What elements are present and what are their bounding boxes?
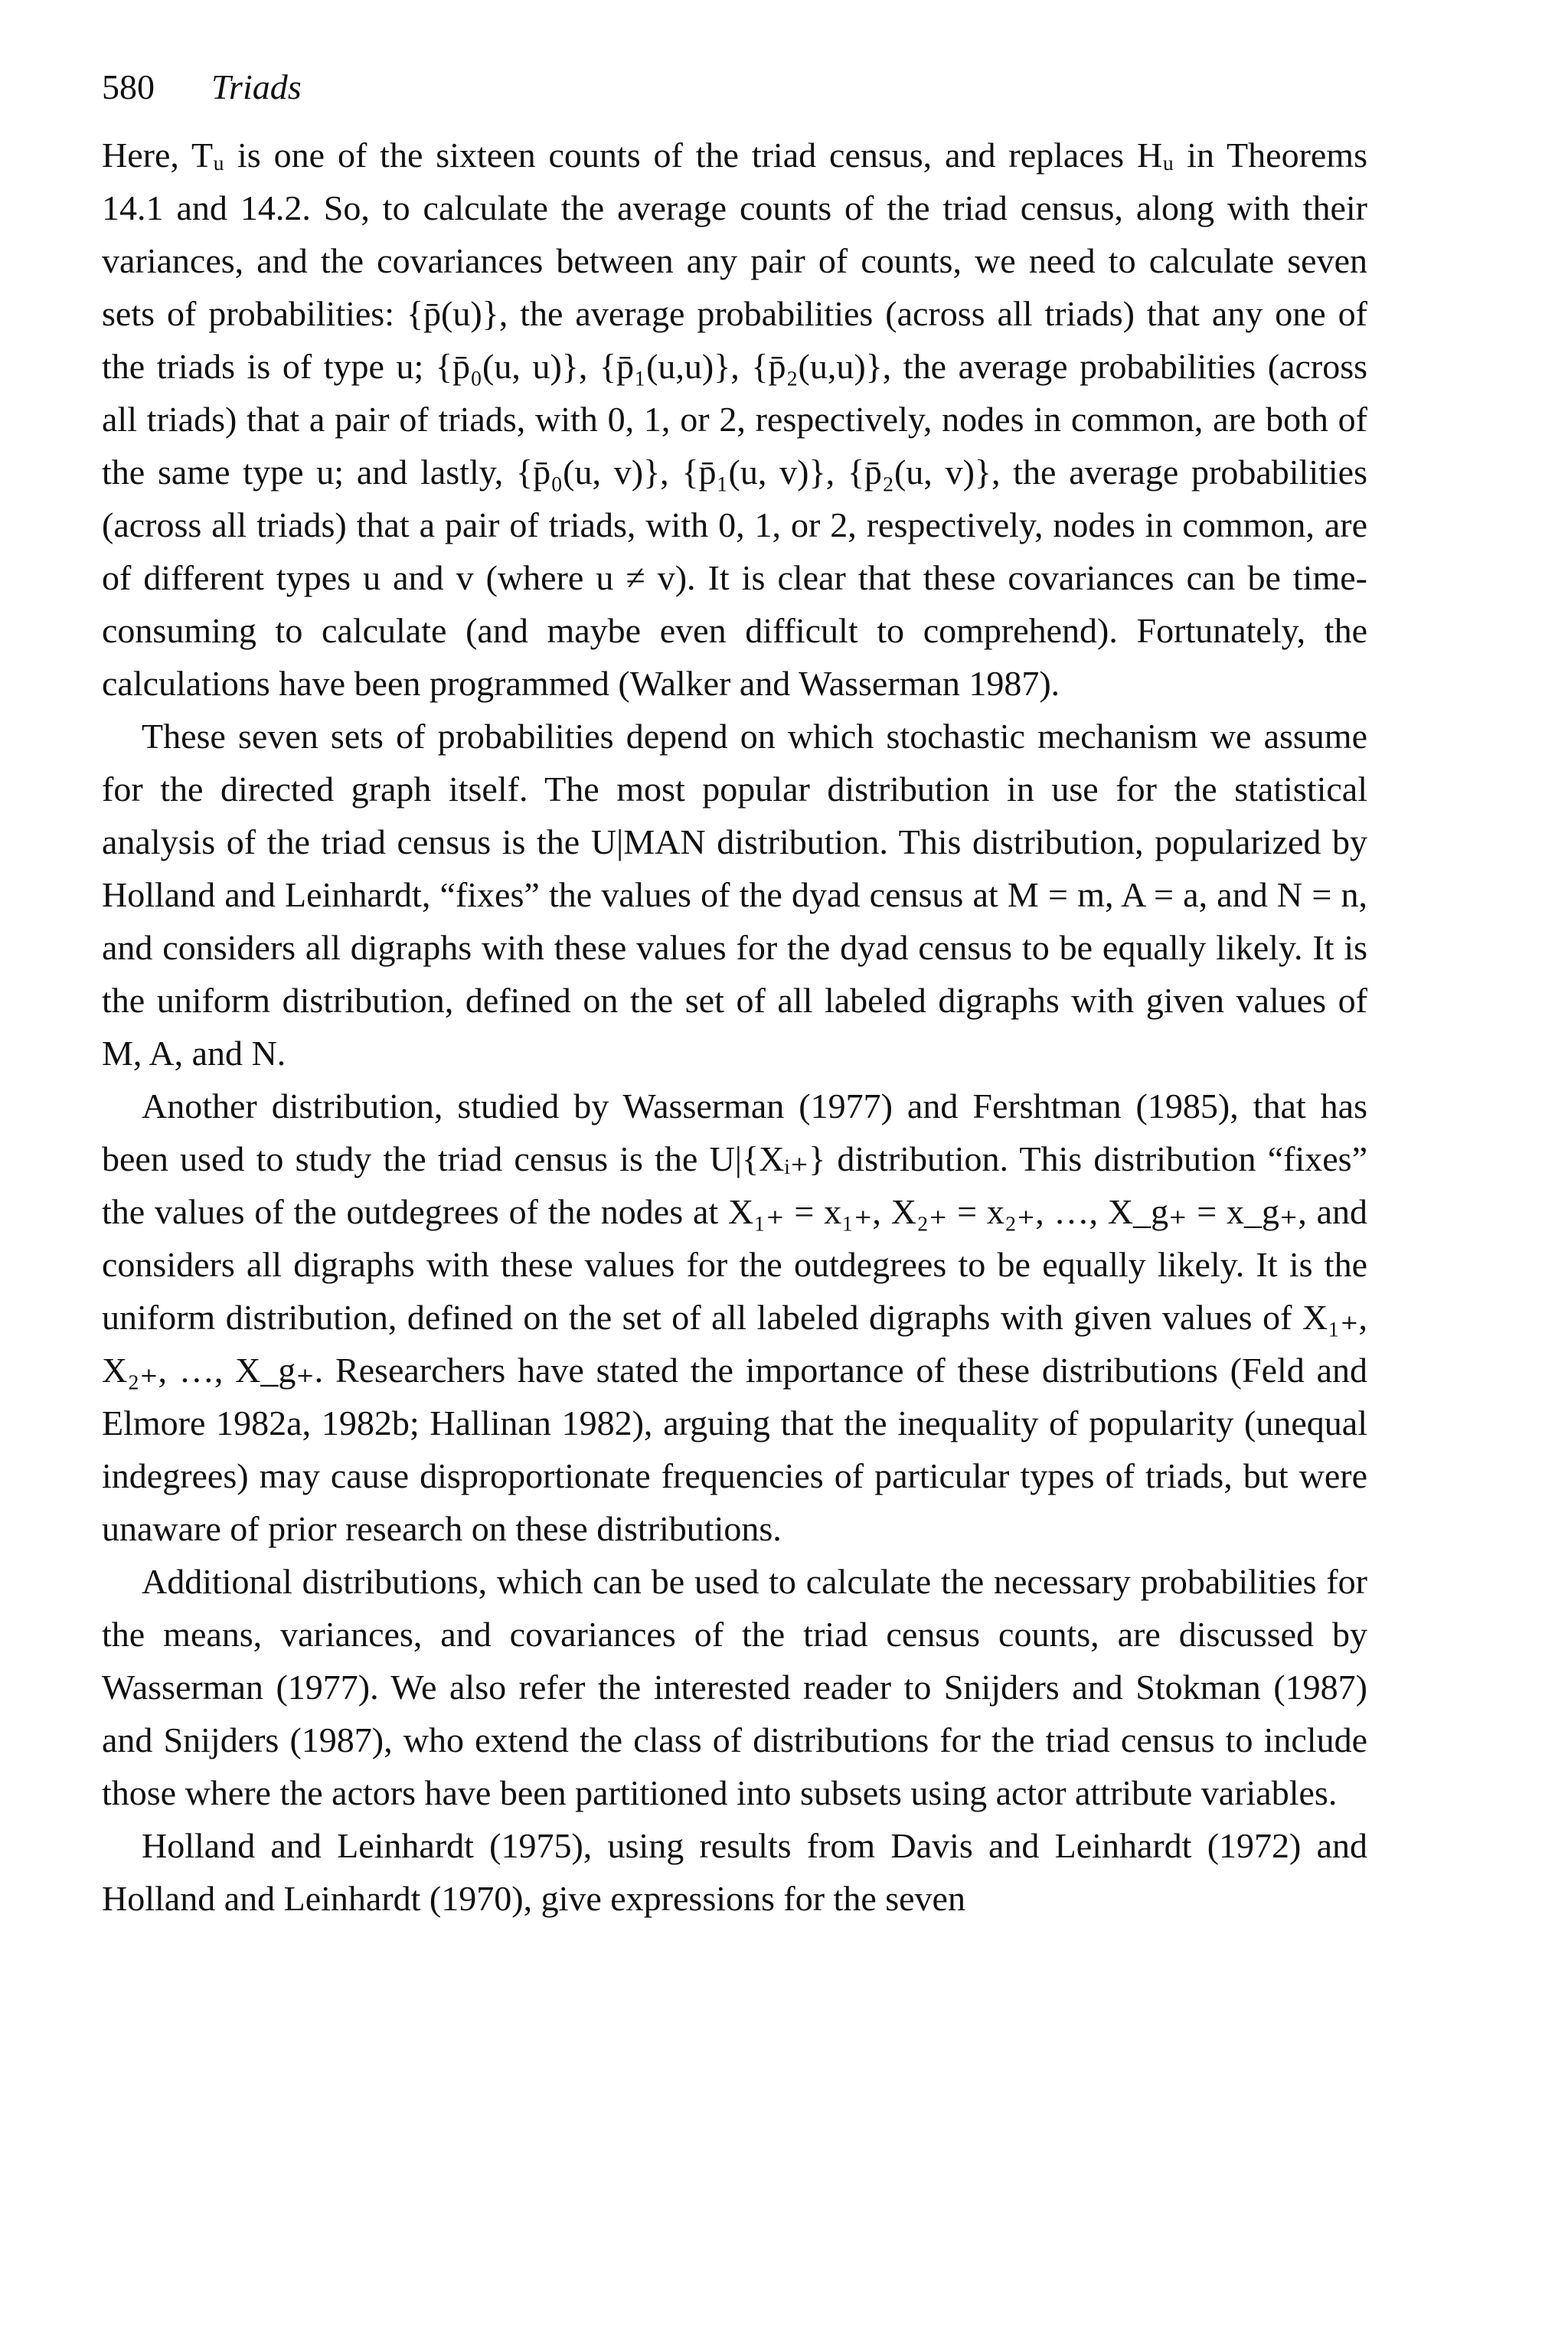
paragraph-2: These seven sets of probabilities depend on which stochastic mechanism we assume for the directed graph itself. The most popular distribution in use for the statistical analysis of the triad census is the U|MAN distribution. This distribution, popularized by Holland and Leinhardt, “fixes” the values of the dyad census at M = m, A = a, and N = n, and considers all digraphs with these values for the dyad census to be equally likely. It is the uniform distribution, defined on the set of all labeled digraphs with given values of M, A, and N.: [102, 717, 1367, 1073]
running-title: Triads: [211, 67, 302, 106]
paragraph-3: Another distribution, studied by Wasserman (1977) and Fershtman (1985), that has been used to study the triad census is the U|{Xᵢ₊} distribution. This distribution “fixes” the values of the outdegrees of the nodes at X₁₊ = x₁₊, X₂₊ = x₂₊, …, X_g₊ = x_g₊, and considers all digraphs with these values for the outdegrees to be equally likely. It is the uniform distribution, defined on the set of all labeled digraphs with given values of X₁₊, X₂₊, …, X_g₊. Researchers have stated the importance of these distributions (Feld and Elmore 1982a, 1982b; Hallinan 1982), arguing that the inequality of popularity (unequal indegrees) may cause disproportionate frequencies of particular types of triads, but were unaware of prior research on these distributions.: [102, 1086, 1367, 1548]
paragraph-4: Additional distributions, which can be used to calculate the necessary probabilities for the means, variances, and covariances of the triad census counts, are discussed by Wasserman (1977). We also refer the interested reader to Snijders and Stokman (1987) and Snijders (1987), who extend the class of distributions for the triad census to include those where the actors have been partitioned into subsets using actor attribute variables.: [102, 1562, 1367, 1812]
running-head: [102, 66, 1367, 109]
page-number: 580: [102, 67, 155, 106]
book-page: [102, 66, 1367, 1925]
paragraph-1: Here, Tᵤ is one of the sixteen counts of the triad census, and replaces Hᵤ in Theorems 14.1 and 14.2. So, to calculate the average counts of the triad census, along with their variances, and the covariances between any pair of counts, we need to calculate seven sets of probabilities: {p̄(u)}, the average probabilities (across all triads) that any one of the triads is of type u; {p̄₀(u, u)}, {p̄₁(u,u)}, {p̄₂(u,u)}, the average probabilities (across all triads) that a pair of triads, with 0, 1, or 2, respectively, nodes in common, are both of the same type u; and lastly, {p̄₀(u, v)}, {p̄₁(u, v)}, {p̄₂(u, v)}, the average probabilities (across all triads) that a pair of triads, with 0, 1, or 2, respectively, nodes in common, are of different types u and v (where u ≠ v). It is clear that these covariances can be time-consuming to calculate (and maybe even difficult to comprehend). Fortunately, the calculations have been programmed (Walker and Wasserman 1987).: [102, 136, 1367, 703]
paragraph-5: Holland and Leinhardt (1975), using results from Davis and Leinhardt (1972) and Holland and Leinhardt (1970), give expressions for the seven: [102, 1826, 1367, 1918]
